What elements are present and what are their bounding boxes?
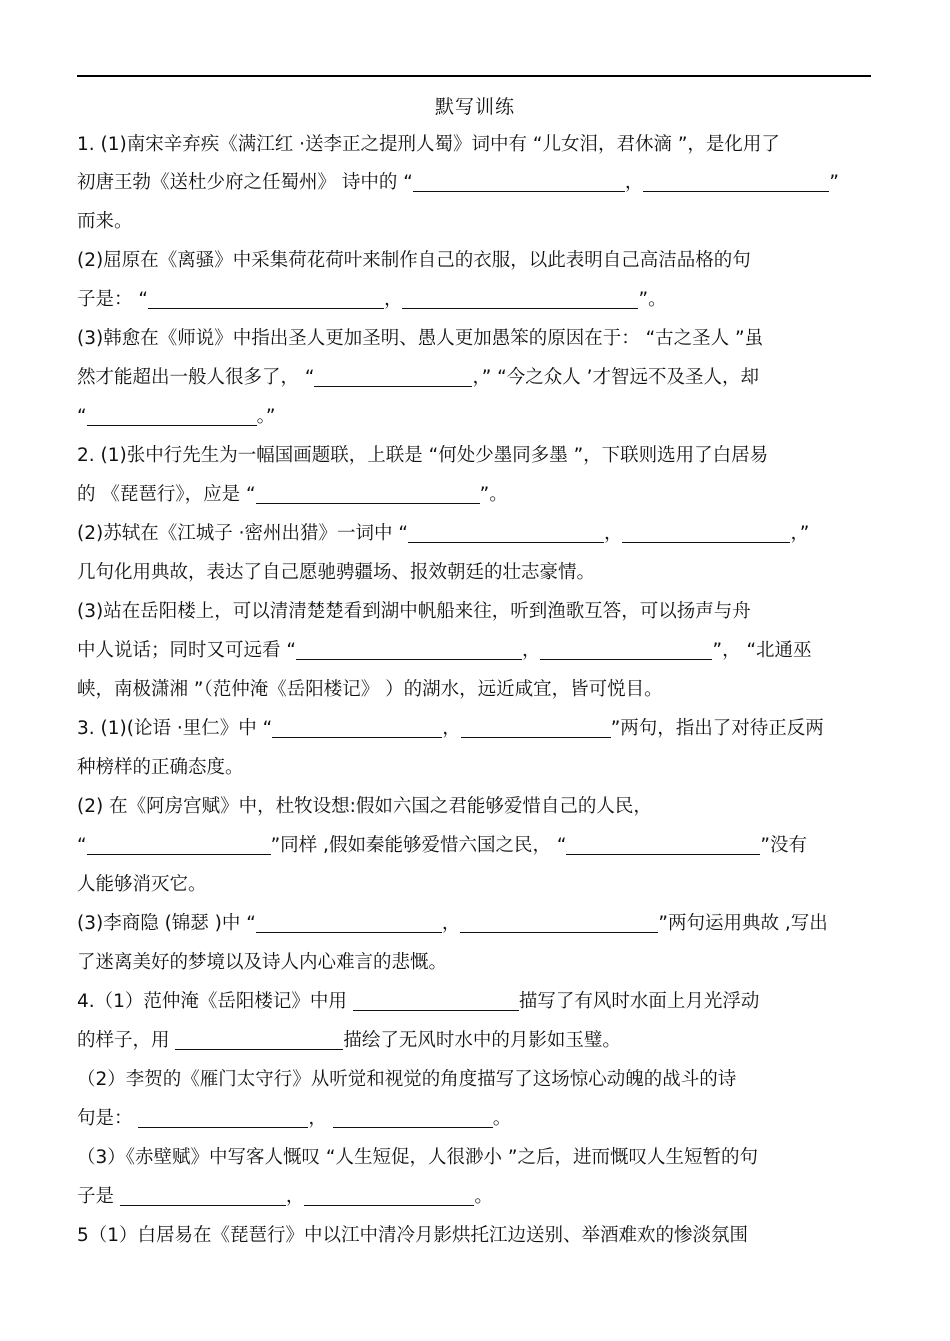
line-text: (2) 在《阿房宫赋》中，杜牧设想:假如六国之君能够爱惜自己的人民，: [77, 796, 652, 817]
line-text: （3）《赤壁赋》中写客人慨叹 “人生短促，人很渺小 ”之后，进而慨叹人生短暂的句: [77, 1147, 758, 1168]
line-text: ，: [383, 289, 403, 310]
answer-blank[interactable]: [272, 717, 442, 738]
line-text: 中人说话；同时又可远看 “: [77, 640, 296, 661]
text-line: [77, 443, 768, 469]
line-text: (3)站在岳阳楼上，可以清清楚楚看到湖中帆船来往，听到渔歌互答，可以扬声与舟: [77, 601, 751, 622]
answer-blank[interactable]: [138, 1107, 308, 1128]
line-text: ，: [442, 718, 461, 739]
line-text: ，: [603, 523, 623, 544]
line-text: 种榜样的正确态度。: [77, 757, 244, 778]
text-line: [77, 482, 508, 508]
text-line: [77, 833, 807, 859]
text-line: [77, 1106, 511, 1132]
answer-blank[interactable]: [87, 834, 271, 855]
answer-blank[interactable]: [296, 639, 522, 660]
text-line: [77, 404, 275, 430]
answer-blank[interactable]: [540, 639, 712, 660]
answer-blank[interactable]: [622, 522, 790, 543]
text-line: [77, 989, 759, 1015]
line-text: ”， “北通巫: [712, 640, 812, 661]
text-line: [77, 1223, 748, 1249]
line-text: 2. (1)张中行先生为一幅国画题联，上联是 “何处少墨同多墨 ”，下联则选用了白居易: [77, 445, 769, 466]
line-text: ，: [624, 172, 644, 193]
line-text: 3. (1)(论语 ·里仁》中 “: [77, 718, 273, 739]
text-line: [77, 365, 759, 391]
answer-blank[interactable]: [402, 288, 638, 309]
top-rule: [77, 75, 871, 77]
text-line: [77, 1067, 736, 1093]
text-line: [77, 326, 763, 352]
answer-blank[interactable]: [333, 1107, 493, 1128]
line-text: 。”: [256, 406, 276, 427]
line-text: 几句化用典故，表达了自己愿驰骋疆场、报效朝廷的壮志豪情。: [77, 562, 596, 583]
line-text: (2)苏轼在《江城子 ·密州出猎》一词中 “: [77, 523, 408, 544]
text-line: [77, 716, 824, 742]
text-line: [77, 1184, 493, 1210]
line-text: 。: [492, 1108, 512, 1129]
line-text: ”: [829, 172, 839, 193]
answer-blank[interactable]: [120, 1185, 286, 1206]
line-text: ，: [308, 1108, 333, 1129]
line-text: (3)李商隐 (锦瑟 )中 “: [77, 913, 256, 934]
text-line: [77, 132, 780, 158]
text-line: [77, 1028, 621, 1054]
line-text: ，: [521, 640, 541, 661]
text-line: [77, 794, 652, 820]
answer-blank[interactable]: [256, 912, 442, 933]
line-text: 子是： “: [77, 289, 148, 310]
answer-blank[interactable]: [643, 171, 829, 192]
answer-blank[interactable]: [87, 405, 257, 426]
line-text: 的 《琵琶行》，应是 “: [77, 484, 256, 505]
line-text: ”。: [638, 289, 667, 310]
line-text: ”同样 ,假如秦能够爱惜六国之民， “: [270, 835, 567, 856]
line-text: (2)屈原在《离骚》中采集荷花荷叶来制作自己的衣服，以此表明自己高洁品格的句: [77, 250, 751, 271]
answer-blank[interactable]: [314, 366, 472, 387]
line-text: ，: [285, 1186, 305, 1207]
line-text: 而来。: [77, 211, 133, 232]
text-line: [77, 677, 663, 703]
line-text: 。: [474, 1186, 493, 1207]
answer-blank[interactable]: [460, 912, 658, 933]
line-text: 的样子，用: [77, 1030, 176, 1051]
line-text: ，”: [790, 523, 810, 544]
text-line: [77, 287, 667, 313]
text-line: [77, 170, 839, 196]
page-title: 默写训练: [434, 96, 515, 118]
line-text: 初唐王勃《送杜少府之任蜀州》 诗中的 “: [77, 172, 413, 193]
text-line: [77, 638, 812, 664]
text-line: [77, 248, 751, 274]
line-text: ”。: [479, 484, 508, 505]
text-line: [77, 599, 751, 625]
text-line: [77, 1145, 758, 1171]
line-text: 子是: [77, 1186, 120, 1207]
line-text: （2）李贺的《雁门太守行》从听觉和视觉的角度描写了这场惊心动魄的战斗的诗: [77, 1069, 737, 1090]
line-text: 峡，南极潇湘 ”（范仲淹《岳阳楼记》 ）的湖水，远近咸宜，皆可悦目。: [77, 679, 663, 700]
answer-blank[interactable]: [148, 288, 384, 309]
line-text: (3)韩愈在《师说》中指出圣人更加圣明、愚人更加愚笨的原因在于： “古之圣人 ”虽: [77, 328, 764, 349]
line-text: 人能够消灭它。: [77, 874, 207, 895]
text-line: [77, 209, 133, 235]
answer-blank[interactable]: [175, 1029, 343, 1050]
line-text: “: [77, 835, 87, 856]
answer-blank[interactable]: [413, 171, 625, 192]
line-text: 描绘了无风时水中的月影如玉璧。: [343, 1030, 621, 1051]
answer-blank[interactable]: [353, 990, 519, 1011]
line-text: ，” “今之众人 ’才智远不及圣人，却: [472, 367, 760, 388]
answer-blank[interactable]: [566, 834, 760, 855]
line-text: “: [77, 406, 87, 427]
line-text: 1. (1)南宋辛弃疾《满江红 ·送李正之提刑人蜀》词中有 “儿女泪，君休滴 ”，是化用了: [77, 134, 780, 155]
text-line: [77, 872, 207, 898]
answer-blank[interactable]: [461, 717, 611, 738]
line-text: 然才能超出一般人很多了， “: [77, 367, 315, 388]
text-line: [77, 950, 447, 976]
line-text: 句是：: [77, 1108, 139, 1129]
text-line: [77, 911, 828, 937]
line-text: ”两句运用典故 ,写出: [658, 913, 828, 934]
line-text: ”没有: [760, 835, 807, 856]
line-text: 描写了有风时水面上月光浮动: [518, 991, 760, 1012]
text-line: [77, 560, 595, 586]
line-text: 5（1）白居易在《琵琶行》中以江中清冷月影烘托江边送别、举酒难欢的惨淡氛围: [77, 1225, 749, 1246]
line-text: 了迷离美好的梦境以及诗人内心难言的悲慨。: [77, 952, 448, 973]
answer-blank[interactable]: [256, 483, 480, 504]
answer-blank[interactable]: [304, 1185, 474, 1206]
answer-blank[interactable]: [408, 522, 604, 543]
text-line: [77, 755, 244, 781]
line-text: ，: [441, 913, 461, 934]
line-text: ”两句，指出了对待正反两: [610, 718, 824, 739]
line-text: 4.（1）范仲淹《岳阳楼记》中用: [77, 991, 353, 1012]
text-line: [77, 521, 809, 547]
